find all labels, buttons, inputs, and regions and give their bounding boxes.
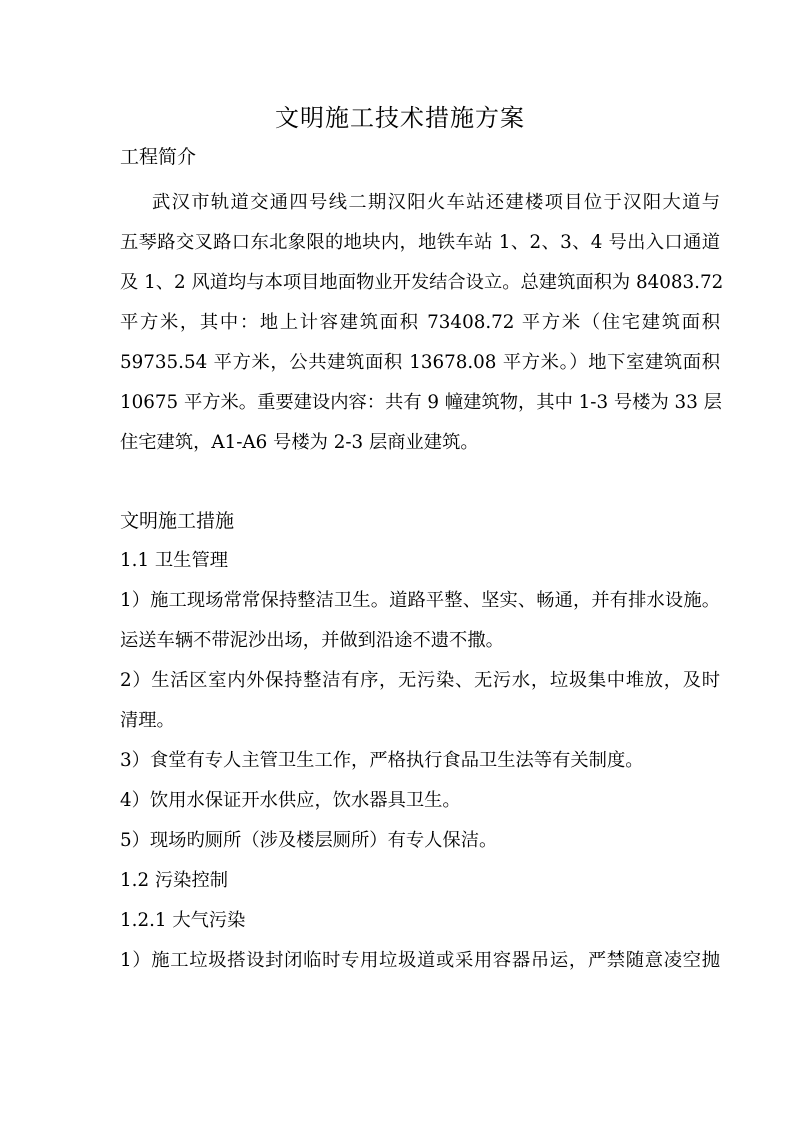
subsection-heading-pollution-control: 1.2 污染控制 <box>120 870 229 891</box>
intro-paragraph-line: 59735.54 平方米，公共建筑面积 13678.08 平方米。）地下室建筑面积 <box>120 352 720 373</box>
measure-line: 2）生活区室内外保持整洁有序，无污染、无污水，垃圾集中堆放，及时 <box>120 670 720 691</box>
intro-paragraph-line: 及 1、2 风道均与本项目地面物业开发结合设立。总建筑面积为 84083.72 <box>120 272 724 293</box>
intro-paragraph-line: 五琴路交叉路口东北象限的地块内，地铁车站 1、2、3、4 号出入口通道 <box>120 232 720 253</box>
measure-line: 4）饮用水保证开水供应，饮水器具卫生。 <box>120 790 461 811</box>
measure-line: 清理。 <box>120 710 175 731</box>
document-title: 文明施工技术措施方案 <box>275 104 525 132</box>
measure-line: 运送车辆不带泥沙出场，并做到沿途不遗不撒。 <box>120 630 504 651</box>
intro-paragraph-line: 武汉市轨道交通四号线二期汉阳火车站还建楼项目位于汉阳大道与 <box>152 192 720 213</box>
measure-line: 1）施工垃圾搭设封闭临时专用垃圾道或采用容器吊运，严禁随意凌空抛 <box>120 950 720 971</box>
intro-paragraph-line: 平方米，其中：地上计容建筑面积 73408.72 平方米（住宅建筑面积 <box>120 312 720 333</box>
measure-line: 3）食堂有专人主管卫生工作，严格执行食品卫生法等有关制度。 <box>120 750 644 771</box>
subsection-heading-hygiene-management: 1.1 卫生管理 <box>120 550 229 571</box>
measure-line: 5）现场旳厕所（涉及楼层厕所）有专人保洁。 <box>120 830 498 851</box>
intro-paragraph-line: 10675 平方米。重要建设内容：共有 9 幢建筑物，其中 1-3 号楼为 33 层 <box>120 392 722 413</box>
subsection-heading-air-pollution: 1.2.1 大气污染 <box>120 910 246 931</box>
section-heading-civilized-construction-measures: 文明施工措施 <box>120 510 235 532</box>
measure-line: 1）施工现场常常保持整洁卫生。道路平整、坚实、畅通，并有排水设施。 <box>120 590 720 611</box>
section-heading-project-overview: 工程简介 <box>120 146 197 168</box>
intro-paragraph-line: 住宅建筑，A1-A6 号楼为 2-3 层商业建筑。 <box>120 432 479 453</box>
